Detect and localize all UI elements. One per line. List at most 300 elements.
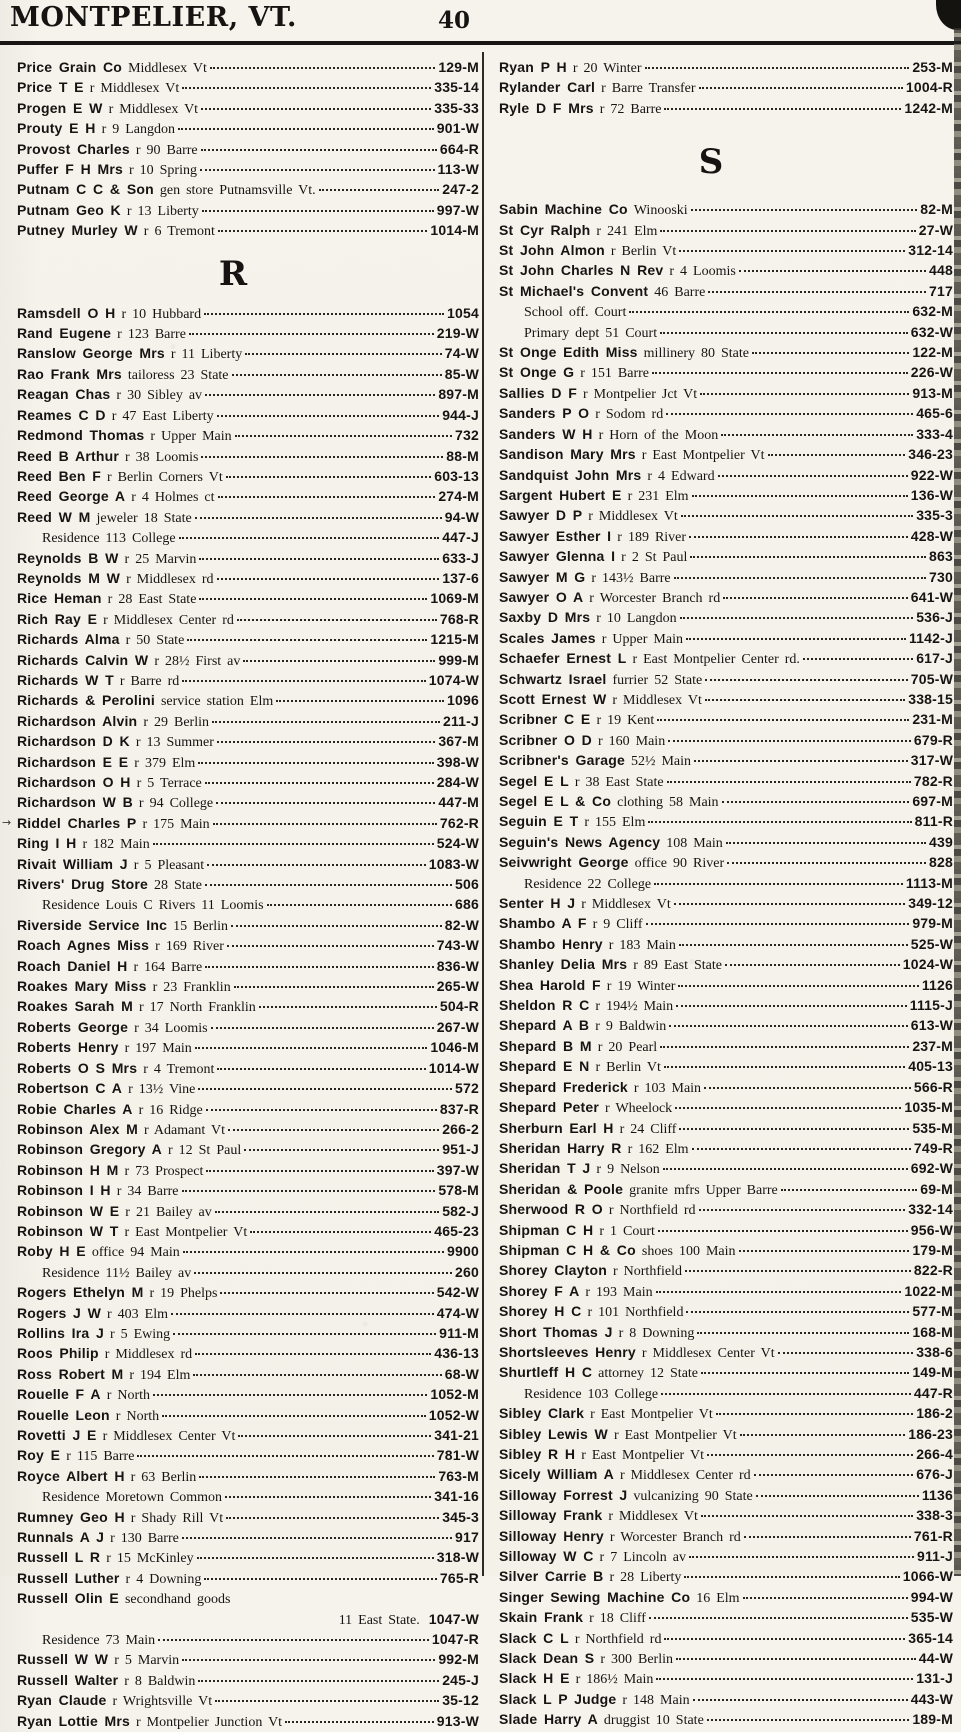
- dot-leader: [664, 1638, 905, 1640]
- directory-entry: [499, 914, 953, 934]
- dot-leader: [231, 925, 442, 927]
- entry-detail: r 175 Main: [142, 816, 210, 832]
- dot-leader: [201, 108, 431, 110]
- dot-leader: [727, 862, 926, 864]
- directory-entry: [17, 1671, 479, 1691]
- phone-number: 82-M: [920, 201, 953, 218]
- phone-number: 822-R: [913, 1262, 953, 1279]
- entry-name: Rumney Geo H: [17, 1508, 125, 1525]
- phone-number: 1242-M: [904, 99, 953, 116]
- entry-name: Shepard Frederick: [499, 1078, 628, 1095]
- column-right: [484, 52, 961, 1729]
- entry-detail: r 20 Pearl: [597, 1039, 658, 1055]
- dot-leader: [220, 1292, 433, 1294]
- directory-entry: [499, 772, 953, 792]
- directory-entry: [499, 894, 953, 914]
- entry-name: Putnam C C & Son: [17, 181, 154, 198]
- entry-name: Shambo A F: [499, 915, 587, 932]
- entry-name: Robinson Gregory A: [17, 1141, 162, 1158]
- entry-detail: r Upper Main: [601, 631, 683, 647]
- entry-detail: r 28½ First av: [154, 653, 241, 669]
- phone-number: 85-W: [444, 365, 479, 382]
- entry-name: Slack C L: [499, 1629, 569, 1646]
- directory-entry: [499, 1567, 953, 1587]
- directory-entry: [17, 1079, 479, 1099]
- entry-name: Rovetti J E: [17, 1427, 97, 1443]
- entry-detail: r 164 Barre: [133, 959, 203, 975]
- dot-leader: [723, 597, 908, 599]
- entry-name: Sibley Clark: [499, 1405, 585, 1422]
- directory-entry: [17, 936, 479, 956]
- entry-detail: r 19 Kent: [596, 713, 655, 729]
- dot-leader: [206, 1170, 433, 1172]
- dot-leader: [204, 313, 444, 315]
- dot-leader: [215, 1211, 439, 1213]
- entry-detail: r Berlin Vt: [610, 244, 677, 260]
- dot-leader: [743, 1597, 908, 1599]
- entry-name: Schaefer Ernest L: [499, 650, 627, 667]
- directory-entry: [17, 1487, 479, 1507]
- entry-name: Price Grain Co: [17, 59, 123, 75]
- dot-leader: [276, 700, 444, 702]
- entry-name: Shepard B M: [499, 1037, 592, 1054]
- dot-leader: [679, 944, 908, 946]
- directory-entry: [499, 955, 953, 975]
- phone-number: 1136: [921, 1486, 953, 1503]
- phone-number: 9900: [447, 1243, 479, 1260]
- dot-leader: [173, 1333, 436, 1335]
- entry-name: Ryan Claude: [17, 1692, 107, 1709]
- dot-leader: [210, 67, 435, 69]
- phone-number: 811-R: [914, 813, 953, 830]
- phone-number: 913-W: [436, 1712, 479, 1729]
- entry-name: Reed George A: [17, 488, 126, 505]
- entry-detail: r 7 Lincoln av: [599, 1550, 686, 1566]
- entry-name: Silloway Frank: [499, 1507, 603, 1524]
- entry-detail: r East Montpelier Vt: [613, 1427, 737, 1443]
- entry-name: Schwartz Israel: [499, 670, 607, 687]
- directory-entry: [17, 855, 479, 875]
- dot-leader: [319, 189, 440, 191]
- dot-leader: [629, 311, 909, 313]
- directory-entry: [17, 895, 479, 915]
- dot-leader: [668, 740, 911, 742]
- phone-number: 1142-J: [908, 629, 953, 646]
- phone-number: 837-R: [439, 1100, 479, 1117]
- phone-number: 743-W: [436, 937, 479, 954]
- entry-name: Richardson Alvin: [17, 712, 138, 729]
- entry-name: Roakes Mary Miss: [17, 978, 147, 995]
- entry-name: Riverside Service Inc: [17, 916, 168, 933]
- entry-detail: r 148 Main: [622, 1692, 690, 1708]
- dot-leader: [197, 1557, 434, 1559]
- phone-number: 27-W: [918, 221, 953, 238]
- entry-name: Rich Ray E: [17, 610, 98, 627]
- dot-leader: [232, 374, 442, 376]
- directory-entry: [17, 1161, 479, 1181]
- dot-leader: [227, 945, 434, 947]
- dot-leader: [194, 1272, 452, 1274]
- phone-number: 944-J: [442, 406, 479, 423]
- entry-detail: r 73 Prospect: [124, 1163, 204, 1179]
- entry-detail: service station Elm: [160, 694, 274, 710]
- entry-detail: Winooski: [633, 203, 688, 219]
- entry-name: Richards & Perolini: [17, 692, 155, 709]
- entry-detail: r Middlesex rd: [126, 571, 214, 587]
- entry-detail: r 241 Elm: [596, 223, 658, 239]
- phone-number: 1047-R: [431, 1631, 479, 1648]
- dot-leader: [198, 762, 433, 764]
- phone-number: 443-W: [910, 1690, 953, 1707]
- entry-detail: jeweler 18 State: [96, 510, 192, 526]
- phone-number: 632-M: [912, 303, 953, 320]
- entry-detail: r Montpelier Junction Vt: [136, 1714, 283, 1730]
- entry-detail: r Middlesex Vt: [588, 509, 678, 525]
- entry-name: Robinson W E: [17, 1202, 120, 1219]
- phone-number: 613-W: [910, 1017, 953, 1034]
- dot-leader: [199, 598, 427, 600]
- directory-entry: [17, 365, 479, 385]
- phone-number: 338-3: [916, 1507, 953, 1524]
- directory-entry: [499, 302, 953, 322]
- phone-number: 318-W: [436, 1549, 479, 1566]
- directory-entry: [499, 1710, 953, 1730]
- dot-leader: [226, 476, 431, 478]
- phone-number: 186-2: [916, 1405, 953, 1422]
- entry-name: Scott Ernest W: [499, 690, 607, 707]
- entry-detail: r 90 Barre: [135, 142, 198, 158]
- entry-name: Sallies D F: [499, 384, 578, 401]
- entry-name: Seguin's News Agency: [499, 833, 661, 850]
- dot-leader: [699, 87, 903, 89]
- entry-detail: r 30 Sibley av: [116, 388, 203, 404]
- entry-detail: r Northfield: [613, 1264, 682, 1280]
- directory-entry: [499, 1180, 953, 1200]
- phone-number: 782-R: [913, 772, 953, 789]
- entry-name: Sawyer D P: [499, 507, 583, 524]
- dot-leader: [686, 638, 906, 640]
- directory-entry: [499, 833, 953, 853]
- entry-detail: office 94 Main: [91, 1245, 180, 1261]
- directory-entry: [17, 304, 479, 324]
- phone-number: 231-M: [912, 711, 953, 728]
- phone-number: 1083-W: [428, 855, 479, 872]
- phone-number: 94-W: [444, 508, 479, 525]
- phone-number: 578-M: [438, 1182, 479, 1199]
- entry-detail: r East Montpelier Vt: [590, 1407, 713, 1423]
- phone-number: 1074-W: [428, 671, 479, 688]
- dot-leader: [259, 1006, 437, 1008]
- phone-number: 897-M: [438, 386, 479, 403]
- dot-leader: [245, 353, 442, 355]
- directory-entry: [17, 221, 479, 241]
- entry-detail: shoes 100 Main: [641, 1243, 736, 1259]
- entry-detail: r Sodom rd: [595, 407, 664, 423]
- entry-name: Rouelle F A: [17, 1386, 101, 1403]
- directory-entry: [499, 1282, 953, 1302]
- entry-name: St Onge Edith Miss: [499, 344, 638, 361]
- entry-name: Robinson I H: [17, 1182, 111, 1199]
- phone-number: 697-M: [912, 793, 953, 809]
- entry-name: St Cyr Ralph: [499, 221, 591, 238]
- directory-entry: [499, 1221, 953, 1241]
- entry-detail: r 194 Elm: [129, 1367, 191, 1383]
- directory-entry: [17, 997, 479, 1017]
- entry-detail: r Horn of the Moon: [598, 427, 719, 443]
- entry-detail: Primary dept 51 Court: [524, 325, 658, 341]
- entry-detail: r 16 Ridge: [138, 1102, 203, 1118]
- entry-name: Robinson H M: [17, 1161, 119, 1178]
- directory-entry: [499, 1302, 953, 1322]
- page-title: MONTPELIER, VT.: [10, 2, 297, 33]
- dot-leader: [656, 1291, 902, 1293]
- entry-detail: r 34 Loomis: [134, 1020, 208, 1036]
- entry-name: Roy E: [17, 1447, 61, 1464]
- phone-number: 676-J: [916, 1466, 953, 1483]
- entry-name: Sherburn Earl H: [499, 1119, 614, 1136]
- entry-detail: Middlesex Vt: [128, 61, 207, 76]
- phone-number: 632-W: [910, 323, 953, 340]
- entry-detail: millinery 80 State: [643, 346, 749, 362]
- dot-leader: [716, 1413, 913, 1415]
- phone-number: 1052-M: [430, 1386, 479, 1403]
- dot-leader: [182, 87, 431, 89]
- phone-number: 345-3: [442, 1508, 479, 1525]
- directory-entry: [17, 569, 479, 589]
- directory-entry: [499, 568, 953, 588]
- entry-name: Putnam Geo K: [17, 201, 121, 218]
- entry-detail: r 101 Northfield: [587, 1305, 684, 1321]
- dot-leader: [153, 1394, 427, 1396]
- entry-name: Seivwright George: [499, 854, 629, 871]
- entry-name: Segel E L & Co: [499, 793, 612, 809]
- margin-mark-icon: →: [2, 815, 12, 829]
- dot-leader: [205, 782, 434, 784]
- dot-leader: [250, 1231, 431, 1233]
- dot-leader: [211, 1027, 434, 1029]
- phone-number: 664-R: [439, 140, 479, 157]
- entry-name: Saxby D Mrs: [499, 609, 591, 626]
- directory-entry: [499, 608, 953, 628]
- directory-entry: [17, 1467, 479, 1487]
- directory-entry: [499, 1486, 953, 1506]
- entry-detail: r 143½ Barre: [591, 570, 671, 586]
- directory-entry: [499, 1159, 953, 1179]
- entry-detail: r 94 College: [138, 796, 214, 812]
- entry-name: Reames C D: [17, 406, 106, 423]
- dot-leader: [648, 821, 911, 823]
- phone-number: 186-23: [908, 1425, 953, 1442]
- directory-columns: [0, 52, 961, 1730]
- phone-number: 730: [929, 568, 953, 585]
- phone-number: 979-M: [912, 915, 953, 932]
- entry-name: Provost Charles: [17, 140, 130, 157]
- entry-detail: r East Montpelier Vt: [641, 448, 765, 464]
- phone-number: 1096: [447, 692, 479, 709]
- directory-entry: [17, 1589, 479, 1609]
- entry-detail: 28 State: [153, 878, 202, 894]
- phone-number: 913-M: [912, 384, 953, 401]
- entry-detail: r Middlesex Vt: [89, 81, 180, 97]
- directory-entry: [499, 812, 953, 832]
- entry-detail: r 12 St Paul: [167, 1143, 242, 1159]
- directory-entry: [17, 1324, 479, 1344]
- directory-entry: [17, 99, 479, 119]
- dot-leader: [705, 699, 905, 701]
- directory-entry: [499, 1323, 953, 1343]
- entry-detail: r Berlin Corners Vt: [107, 469, 223, 485]
- entry-name: Sabin Machine Co: [499, 201, 628, 218]
- entry-name: Slack L P Judge: [499, 1690, 617, 1707]
- phone-number: 1115-J: [909, 997, 953, 1014]
- entry-detail: r 13 Summer: [135, 735, 214, 751]
- entry-name: Scribner O D: [499, 731, 592, 748]
- phone-number: 524-W: [436, 835, 479, 852]
- directory-entry: [17, 589, 479, 609]
- entry-detail: r 6 Tremont: [143, 224, 215, 240]
- dot-leader: [207, 864, 426, 866]
- entry-name: Roach Agnes Miss: [17, 937, 150, 954]
- entry-detail: r Shady Rill Vt: [130, 1510, 224, 1526]
- phone-number: 266-4: [916, 1446, 953, 1462]
- directory-entry: [499, 363, 953, 383]
- dot-leader: [656, 1678, 913, 1680]
- directory-entry: [499, 1608, 953, 1628]
- dot-leader: [674, 903, 905, 905]
- directory-entry: [499, 649, 953, 669]
- entry-name: Runnals A J: [17, 1529, 105, 1546]
- dot-leader: [725, 964, 900, 966]
- dot-leader: [646, 923, 910, 925]
- phone-number: 44-W: [918, 1650, 953, 1667]
- directory-entry: [17, 1283, 479, 1303]
- phone-number: 828: [929, 854, 953, 871]
- entry-detail: r 186½ Main: [575, 1672, 654, 1688]
- phone-number: 168-M: [912, 1323, 953, 1340]
- entry-name: Rollins Ira J: [17, 1324, 104, 1341]
- entry-detail: r 151 Barre: [580, 366, 650, 382]
- entry-name: Silver Carrie B: [499, 1568, 604, 1585]
- entry-name: Senter H J: [499, 895, 576, 912]
- phone-number: 122-M: [912, 344, 953, 361]
- phone-number: 781-W: [436, 1447, 479, 1464]
- dot-leader: [212, 721, 440, 723]
- phone-number: 633-J: [442, 549, 479, 566]
- entry-name: Sawyer Glenna I: [499, 548, 616, 565]
- entry-detail: 16 Elm: [696, 1590, 740, 1606]
- directory-entry: [17, 324, 479, 344]
- dot-leader: [162, 1415, 426, 1417]
- entry-detail: r Middlesex Vt: [612, 692, 702, 708]
- phone-number: 999-M: [438, 651, 479, 668]
- dot-leader: [694, 760, 908, 762]
- entry-name: Reynolds M W: [17, 569, 121, 586]
- dot-leader: [676, 1658, 916, 1660]
- phone-number: 1004-R: [905, 79, 953, 96]
- entry-name: Progen E W: [17, 99, 103, 116]
- entry-detail: Residence Louis C Rivers 11 Loomis: [42, 898, 264, 914]
- directory-entry: [499, 1404, 953, 1424]
- dot-leader: [217, 578, 440, 580]
- directory-entry: [17, 753, 479, 773]
- entry-name: Sandquist John Mrs: [499, 466, 642, 483]
- entry-name: Russell L R: [17, 1549, 101, 1566]
- directory-entry: [499, 1588, 953, 1608]
- entry-name: Roberts O S Mrs: [17, 1059, 138, 1076]
- phone-number: 1035-M: [904, 1099, 953, 1116]
- directory-entry: [17, 78, 479, 98]
- directory-entry: [17, 140, 479, 160]
- entry-name: Russell Olin E: [17, 1590, 119, 1607]
- phone-number: 1069-M: [430, 590, 479, 607]
- directory-entry: [499, 1200, 953, 1220]
- dot-leader: [692, 1148, 911, 1150]
- entry-name: Rylander Carl: [499, 79, 596, 96]
- entry-detail: r 23 Franklin: [152, 980, 231, 996]
- directory-entry: [17, 712, 479, 732]
- phone-number: 405-13: [908, 1058, 953, 1075]
- entry-name: Shepard Peter: [499, 1099, 600, 1116]
- entry-name: Price T E: [17, 79, 84, 96]
- dot-leader: [752, 352, 909, 354]
- phone-number: 705-W: [910, 670, 953, 687]
- entry-name: Redmond Thomas: [17, 427, 145, 444]
- entry-detail: attorney 12 State: [598, 1366, 699, 1382]
- dot-leader: [660, 230, 915, 232]
- entry-name: Skain Frank: [499, 1609, 584, 1626]
- dot-leader: [744, 1536, 911, 1538]
- dot-leader: [206, 1109, 437, 1111]
- entry-name: St John Charles N Rev: [499, 262, 664, 279]
- phone-number: 88-M: [446, 447, 479, 464]
- entry-detail: r 130 Barre: [110, 1531, 179, 1547]
- entry-detail: r 182 Main: [82, 837, 150, 853]
- directory-entry: [17, 119, 479, 139]
- dot-leader: [205, 966, 434, 968]
- phone-number: 266-2: [442, 1120, 479, 1137]
- directory-entry: [499, 1527, 953, 1547]
- entry-detail: Residence 22 College: [524, 876, 652, 892]
- entry-name: Reed B Arthur: [17, 447, 119, 464]
- entry-detail: r 231 Elm: [627, 488, 689, 504]
- entry-detail: Residence 73 Main: [42, 1633, 156, 1649]
- entry-name: Ryan P H: [499, 59, 567, 75]
- phone-number: 317-W: [910, 752, 953, 769]
- dot-leader: [226, 1517, 439, 1519]
- entry-name: Sanders W H: [499, 425, 593, 442]
- phone-number: 267-W: [436, 1018, 479, 1035]
- entry-name: Silloway Forrest J: [499, 1486, 628, 1503]
- directory-entry: [17, 610, 479, 630]
- phone-number: 1066-W: [902, 1568, 953, 1585]
- dot-leader: [708, 291, 926, 293]
- directory-entry: [499, 78, 953, 98]
- entry-name: Shorey Clayton: [499, 1262, 607, 1279]
- phone-number: 992-M: [438, 1651, 479, 1668]
- entry-name: Rogers J W: [17, 1304, 102, 1321]
- entry-name: Shepard E N: [499, 1058, 590, 1075]
- directory-entry: [17, 1263, 479, 1283]
- entry-detail: r 11 Liberty: [170, 347, 243, 363]
- entry-name: Ryle D F Mrs: [499, 99, 594, 116]
- directory-entry: [499, 1669, 953, 1689]
- dot-leader: [679, 1128, 909, 1130]
- entry-detail: r Middlesex rd: [104, 1347, 193, 1363]
- dot-leader: [674, 577, 926, 579]
- entry-name: Roberts Henry: [17, 1039, 119, 1056]
- entry-detail: r 28 East State: [107, 592, 197, 608]
- entry-name: Shepard A B: [499, 1017, 590, 1034]
